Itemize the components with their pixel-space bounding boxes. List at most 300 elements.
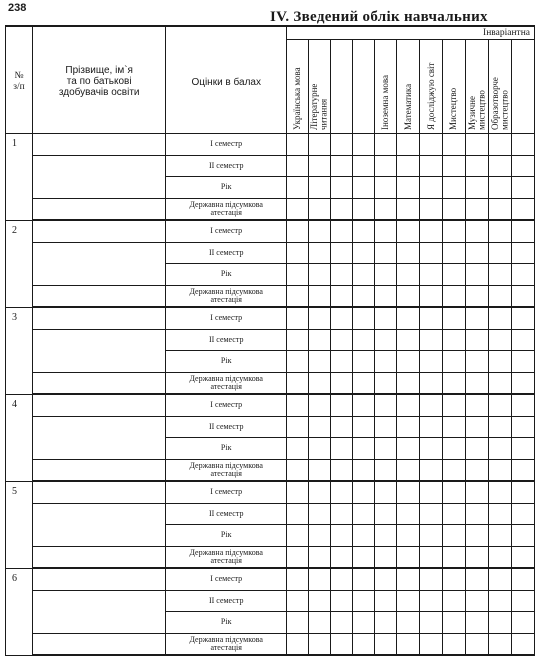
grade-cell[interactable] (287, 438, 309, 460)
grade-cell[interactable] (308, 394, 330, 416)
grade-cell[interactable] (466, 372, 489, 394)
grade-cell[interactable] (308, 568, 330, 590)
grade-cell[interactable] (466, 503, 489, 525)
grade-row (6, 503, 535, 525)
grade-row (6, 220, 535, 242)
grade-cell[interactable] (443, 134, 466, 156)
grade-cell[interactable] (374, 285, 397, 307)
grade-cell[interactable] (308, 546, 330, 568)
grade-cell[interactable] (330, 220, 352, 242)
grade-cell[interactable] (330, 503, 352, 525)
grade-cell[interactable] (466, 242, 489, 264)
grade-cell[interactable] (511, 220, 534, 242)
grade-cell[interactable] (489, 307, 512, 329)
grade-cell[interactable] (308, 481, 330, 503)
grade-cell[interactable] (352, 285, 374, 307)
grade-cell[interactable] (287, 372, 309, 394)
grade-cell[interactable] (397, 177, 420, 199)
grade-cell[interactable] (511, 416, 534, 438)
grade-cell[interactable] (466, 590, 489, 612)
grade-cell[interactable] (489, 155, 512, 177)
grade-cell[interactable] (308, 220, 330, 242)
grade-cell[interactable] (420, 285, 443, 307)
grade-cell[interactable] (308, 525, 330, 547)
grade-cell[interactable] (397, 264, 420, 286)
grade-cell[interactable] (420, 198, 443, 220)
grade-cell[interactable] (374, 242, 397, 264)
grade-cell[interactable] (330, 198, 352, 220)
grade-cell[interactable] (443, 155, 466, 177)
student-name-field-continued[interactable] (33, 590, 166, 633)
grade-cell[interactable] (374, 198, 397, 220)
grade-cell[interactable] (511, 394, 534, 416)
grade-cell[interactable] (352, 134, 374, 156)
grade-cell[interactable] (352, 438, 374, 460)
grade-cell[interactable] (489, 459, 512, 481)
grade-cell[interactable] (308, 633, 330, 655)
grade-cell[interactable] (466, 177, 489, 199)
grade-cell[interactable] (466, 307, 489, 329)
grade-cell[interactable] (466, 459, 489, 481)
grade-cell[interactable] (443, 416, 466, 438)
student-name-field-continued[interactable] (33, 242, 166, 285)
grade-cell[interactable] (374, 481, 397, 503)
grade-cell[interactable] (308, 242, 330, 264)
grade-cell[interactable] (330, 177, 352, 199)
grade-cell[interactable] (420, 155, 443, 177)
grade-cell[interactable] (374, 568, 397, 590)
grade-cell[interactable] (330, 155, 352, 177)
grade-cell[interactable] (374, 351, 397, 373)
grade-cell[interactable] (374, 220, 397, 242)
grade-cell[interactable] (287, 459, 309, 481)
grade-cell[interactable] (420, 438, 443, 460)
grade-cell[interactable] (374, 612, 397, 634)
grade-row (6, 633, 535, 655)
grade-row (6, 307, 535, 329)
grade-cell[interactable] (352, 242, 374, 264)
grade-cell[interactable] (511, 329, 534, 351)
grade-cell[interactable] (287, 264, 309, 286)
grade-cell[interactable] (330, 525, 352, 547)
grade-cell[interactable] (511, 633, 534, 655)
grade-cell[interactable] (443, 351, 466, 373)
grade-cell[interactable] (308, 438, 330, 460)
grade-cell[interactable] (287, 220, 309, 242)
grade-cell[interactable] (330, 242, 352, 264)
grade-cell[interactable] (330, 612, 352, 634)
grade-cell[interactable] (308, 134, 330, 156)
grade-cell[interactable] (420, 633, 443, 655)
grade-cell[interactable] (287, 394, 309, 416)
grade-cell[interactable] (397, 546, 420, 568)
subject-header-9 (489, 40, 512, 134)
grade-cell[interactable] (352, 372, 374, 394)
grade-cell[interactable] (420, 459, 443, 481)
grade-cell[interactable] (287, 285, 309, 307)
grade-cell[interactable] (352, 568, 374, 590)
grade-cell[interactable] (443, 590, 466, 612)
grade-cell[interactable] (511, 155, 534, 177)
grade-cell[interactable] (330, 307, 352, 329)
grade-cell[interactable] (352, 416, 374, 438)
grade-cell[interactable] (420, 481, 443, 503)
grade-cell[interactable] (308, 198, 330, 220)
grade-cell[interactable] (511, 242, 534, 264)
grade-cell[interactable] (330, 459, 352, 481)
grade-cell[interactable] (308, 351, 330, 373)
grade-cell[interactable] (466, 633, 489, 655)
grade-cell[interactable] (511, 459, 534, 481)
period-label: ІІ семестр (166, 329, 287, 351)
period-label: Рік (166, 438, 287, 460)
grade-cell[interactable] (443, 307, 466, 329)
grade-cell[interactable] (511, 503, 534, 525)
grade-cell[interactable] (466, 220, 489, 242)
grade-cell[interactable] (352, 351, 374, 373)
grade-cell[interactable] (308, 612, 330, 634)
grade-cell[interactable] (330, 481, 352, 503)
grade-cell[interactable] (420, 177, 443, 199)
grade-cell[interactable] (374, 394, 397, 416)
grade-cell[interactable] (287, 525, 309, 547)
grade-cell[interactable] (308, 177, 330, 199)
grade-cell[interactable] (374, 307, 397, 329)
grade-cell[interactable] (308, 590, 330, 612)
grade-cell[interactable] (287, 546, 309, 568)
grade-cell[interactable] (466, 525, 489, 547)
grade-cell[interactable] (420, 568, 443, 590)
grade-cell[interactable] (397, 394, 420, 416)
grade-cell[interactable] (330, 416, 352, 438)
grade-cell[interactable] (330, 546, 352, 568)
period-label: І семестр (166, 568, 287, 590)
grade-cell[interactable] (287, 590, 309, 612)
grade-cell[interactable] (420, 372, 443, 394)
grade-cell[interactable] (420, 612, 443, 634)
grade-cell[interactable] (352, 590, 374, 612)
grade-cell[interactable] (287, 568, 309, 590)
grade-cell[interactable] (443, 198, 466, 220)
grade-cell[interactable] (466, 394, 489, 416)
grade-cell[interactable] (466, 612, 489, 634)
grade-cell[interactable] (374, 590, 397, 612)
grade-cell[interactable] (397, 329, 420, 351)
student-name-field[interactable] (33, 307, 166, 329)
grade-cell[interactable] (466, 134, 489, 156)
grade-cell[interactable] (397, 612, 420, 634)
grade-cell[interactable] (443, 264, 466, 286)
grade-cell[interactable] (397, 307, 420, 329)
grade-cell[interactable] (397, 633, 420, 655)
grade-cell[interactable] (489, 134, 512, 156)
grade-cell[interactable] (352, 394, 374, 416)
grade-cell[interactable] (443, 394, 466, 416)
grade-cell[interactable] (397, 568, 420, 590)
grade-cell[interactable] (374, 134, 397, 156)
grade-cell[interactable] (330, 285, 352, 307)
grade-cell[interactable] (374, 177, 397, 199)
grade-cell[interactable] (352, 633, 374, 655)
grade-cell[interactable] (511, 372, 534, 394)
grade-cell[interactable] (466, 568, 489, 590)
grade-cell[interactable] (352, 177, 374, 199)
grade-cell[interactable] (466, 329, 489, 351)
grade-cell[interactable] (443, 242, 466, 264)
grade-cell[interactable] (330, 394, 352, 416)
grade-cell[interactable] (397, 351, 420, 373)
grade-cell[interactable] (330, 134, 352, 156)
grade-cell[interactable] (466, 198, 489, 220)
grade-cell[interactable] (374, 633, 397, 655)
grade-cell[interactable] (420, 503, 443, 525)
grade-cell[interactable] (352, 612, 374, 634)
subject-label: Літературне читання (308, 83, 329, 130)
student-name-field[interactable] (33, 220, 166, 242)
grade-cell[interactable] (352, 220, 374, 242)
grade-cell[interactable] (287, 242, 309, 264)
grade-cell[interactable] (352, 307, 374, 329)
grade-cell[interactable] (466, 155, 489, 177)
grade-cell[interactable] (287, 155, 309, 177)
student-name-field-continued[interactable] (33, 372, 166, 394)
grade-cell[interactable] (443, 372, 466, 394)
grade-cell[interactable] (308, 307, 330, 329)
grade-cell[interactable] (287, 633, 309, 655)
grade-cell[interactable] (352, 459, 374, 481)
grade-cell[interactable] (374, 329, 397, 351)
grade-cell[interactable] (466, 546, 489, 568)
grade-cell[interactable] (397, 590, 420, 612)
grade-cell[interactable] (287, 612, 309, 634)
grade-cell[interactable] (489, 285, 512, 307)
grade-cell[interactable] (466, 416, 489, 438)
grade-cell[interactable] (330, 351, 352, 373)
grade-cell[interactable] (374, 372, 397, 394)
invariant-part-header: Інваріантна (287, 26, 535, 40)
grade-cell[interactable] (420, 394, 443, 416)
grade-cell[interactable] (511, 481, 534, 503)
grade-cell[interactable] (330, 264, 352, 286)
grade-cell[interactable] (287, 329, 309, 351)
grade-cell[interactable] (308, 264, 330, 286)
grade-cell[interactable] (374, 264, 397, 286)
grade-cell[interactable] (352, 525, 374, 547)
grade-cell[interactable] (397, 134, 420, 156)
grade-cell[interactable] (352, 198, 374, 220)
grade-cell[interactable] (511, 568, 534, 590)
grade-cell[interactable] (489, 220, 512, 242)
grade-cell[interactable] (374, 546, 397, 568)
student-name-field-continued[interactable] (33, 416, 166, 459)
grade-cell[interactable] (287, 134, 309, 156)
student-name-field[interactable] (33, 568, 166, 590)
grade-row (6, 242, 535, 264)
student-name-field[interactable] (33, 394, 166, 416)
grade-cell[interactable] (287, 307, 309, 329)
grade-cell[interactable] (397, 242, 420, 264)
grade-cell[interactable] (397, 503, 420, 525)
grade-cell[interactable] (397, 372, 420, 394)
grade-cell[interactable] (420, 525, 443, 547)
period-label: ІІ семестр (166, 242, 287, 264)
grade-cell[interactable] (374, 416, 397, 438)
grade-cell[interactable] (330, 438, 352, 460)
grade-cell[interactable] (420, 329, 443, 351)
grade-cell[interactable] (330, 372, 352, 394)
grade-cell[interactable] (511, 351, 534, 373)
grade-cell[interactable] (443, 459, 466, 481)
grade-cell[interactable] (466, 264, 489, 286)
grade-cell[interactable] (489, 177, 512, 199)
grade-cell[interactable] (489, 612, 512, 634)
grade-cell[interactable] (489, 372, 512, 394)
grade-cell[interactable] (397, 459, 420, 481)
period-label: Державна підсумкова атестація (166, 546, 287, 568)
student-name-field-continued[interactable] (33, 633, 166, 655)
student-name-field-continued[interactable] (33, 459, 166, 481)
grade-cell[interactable] (443, 285, 466, 307)
grade-cell[interactable] (397, 438, 420, 460)
student-name-field-continued[interactable] (33, 546, 166, 568)
grade-cell[interactable] (308, 503, 330, 525)
grade-cell[interactable] (330, 590, 352, 612)
grade-cell[interactable] (397, 220, 420, 242)
grade-cell[interactable] (308, 459, 330, 481)
grade-cell[interactable] (420, 416, 443, 438)
grade-cell[interactable] (374, 503, 397, 525)
grade-cell[interactable] (397, 285, 420, 307)
grade-cell[interactable] (489, 525, 512, 547)
grade-cell[interactable] (287, 503, 309, 525)
grade-cell[interactable] (308, 372, 330, 394)
grade-cell[interactable] (443, 220, 466, 242)
grade-cell[interactable] (443, 177, 466, 199)
grade-cell[interactable] (466, 438, 489, 460)
grade-cell[interactable] (511, 612, 534, 634)
grade-cell[interactable] (489, 546, 512, 568)
grade-cell[interactable] (420, 242, 443, 264)
grade-cell[interactable] (466, 285, 489, 307)
grade-cell[interactable] (511, 590, 534, 612)
grade-cell[interactable] (466, 481, 489, 503)
grade-cell[interactable] (308, 285, 330, 307)
grade-cell[interactable] (511, 264, 534, 286)
grade-cell[interactable] (420, 220, 443, 242)
grade-cell[interactable] (308, 416, 330, 438)
student-name-field-continued[interactable] (33, 503, 166, 546)
student-name-field[interactable] (33, 481, 166, 503)
grade-cell[interactable] (489, 264, 512, 286)
grade-cell[interactable] (443, 329, 466, 351)
grade-cell[interactable] (489, 394, 512, 416)
grade-cell[interactable] (352, 481, 374, 503)
grade-cell[interactable] (489, 416, 512, 438)
grade-cell[interactable] (466, 351, 489, 373)
grade-cell[interactable] (397, 416, 420, 438)
student-name-field[interactable] (33, 134, 166, 156)
grade-cell[interactable] (443, 568, 466, 590)
grade-cell[interactable] (489, 590, 512, 612)
grade-cell[interactable] (489, 329, 512, 351)
period-label: Державна підсумкова атестація (166, 198, 287, 220)
grade-cell[interactable] (489, 198, 512, 220)
grade-cell[interactable] (352, 155, 374, 177)
grade-cell[interactable] (511, 177, 534, 199)
grade-cell[interactable] (330, 568, 352, 590)
grade-row (6, 372, 535, 394)
student-name-field-continued[interactable] (33, 198, 166, 220)
grade-cell[interactable] (489, 481, 512, 503)
grade-cell[interactable] (511, 134, 534, 156)
grade-cell[interactable] (420, 307, 443, 329)
grade-cell[interactable] (397, 481, 420, 503)
subject-header-1 (308, 40, 330, 134)
grade-cell[interactable] (443, 546, 466, 568)
grade-cell[interactable] (489, 633, 512, 655)
grade-cell[interactable] (443, 503, 466, 525)
grade-cell[interactable] (420, 590, 443, 612)
grade-cell[interactable] (374, 438, 397, 460)
grade-cell[interactable] (443, 481, 466, 503)
grade-cell[interactable] (352, 546, 374, 568)
student-name-field-continued[interactable] (33, 329, 166, 372)
grade-cell[interactable] (352, 264, 374, 286)
grade-cell[interactable] (511, 285, 534, 307)
grade-cell[interactable] (374, 525, 397, 547)
student-name-field-continued[interactable] (33, 285, 166, 307)
grade-cell[interactable] (489, 503, 512, 525)
grade-cell[interactable] (511, 307, 534, 329)
grade-cell[interactable] (287, 351, 309, 373)
grade-cell[interactable] (287, 481, 309, 503)
grade-cell[interactable] (330, 329, 352, 351)
grade-cell[interactable] (308, 329, 330, 351)
grade-cell[interactable] (443, 525, 466, 547)
grade-cell[interactable] (352, 503, 374, 525)
grade-cell[interactable] (397, 155, 420, 177)
grade-cell[interactable] (330, 633, 352, 655)
grade-cell[interactable] (489, 438, 512, 460)
grade-cell[interactable] (308, 155, 330, 177)
grade-cell[interactable] (511, 438, 534, 460)
grade-cell[interactable] (420, 351, 443, 373)
grade-cell[interactable] (374, 155, 397, 177)
grade-cell[interactable] (374, 459, 397, 481)
grade-cell[interactable] (489, 242, 512, 264)
grade-cell[interactable] (287, 177, 309, 199)
grade-cell[interactable] (287, 198, 309, 220)
grade-cell[interactable] (397, 198, 420, 220)
grade-cell[interactable] (352, 329, 374, 351)
grade-cell[interactable] (420, 264, 443, 286)
grade-cell[interactable] (511, 198, 534, 220)
grade-cell[interactable] (443, 633, 466, 655)
grade-cell[interactable] (489, 568, 512, 590)
grade-cell[interactable] (511, 546, 534, 568)
grade-cell[interactable] (397, 525, 420, 547)
grade-cell[interactable] (287, 416, 309, 438)
subject-label: Образотворче мистецтво (489, 77, 510, 130)
grade-cell[interactable] (511, 525, 534, 547)
grade-cell[interactable] (420, 134, 443, 156)
student-name-field-continued[interactable] (33, 155, 166, 198)
grade-cell[interactable] (443, 612, 466, 634)
grade-cell[interactable] (489, 351, 512, 373)
grade-cell[interactable] (420, 546, 443, 568)
student-number: 5 (6, 481, 33, 568)
grade-cell[interactable] (443, 438, 466, 460)
